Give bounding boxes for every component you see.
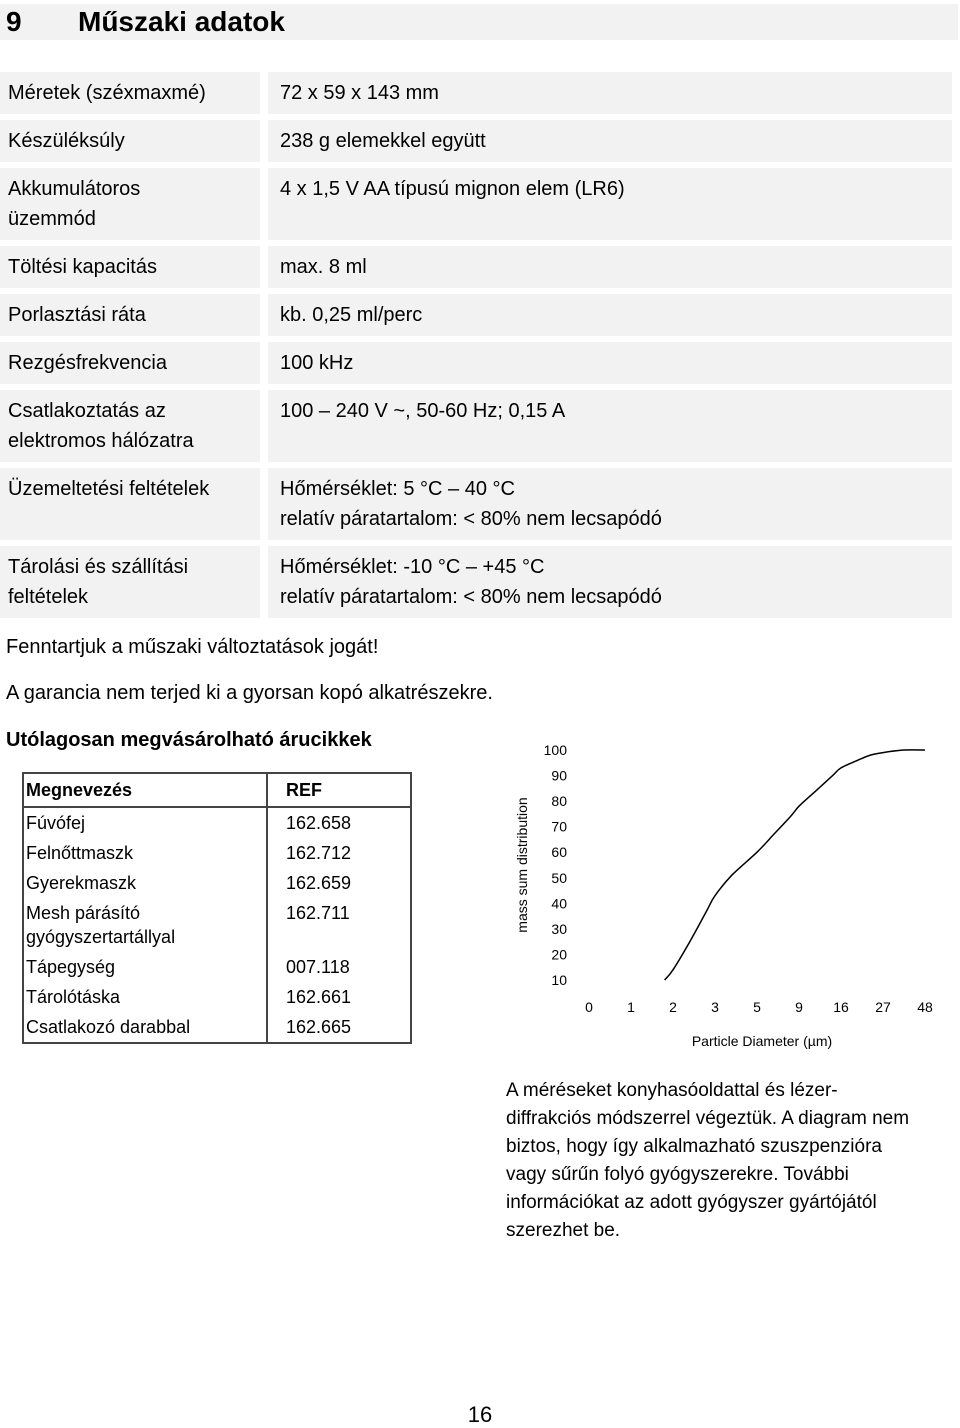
spec-row [0,342,952,384]
x-tick-label: 5 [753,999,761,1015]
accessory-row [23,1012,411,1043]
spec-row [0,294,952,336]
accessory-name [23,898,267,952]
accessory-ref: 162.712 [267,838,411,868]
spec-value-line: Hőmérséklet: -10 °C – +45 °C [280,556,545,578]
accessories-table [22,772,412,1044]
spec-value-line: 238 g elemekkel együtt [280,130,486,152]
spec-label-line: Csatlakoztatás az [8,400,166,422]
spec-row [0,468,952,540]
chart-note-line: információkat az adott gyógyszer gyártójától [506,1192,877,1213]
accessory-ref: 162.661 [267,982,411,1012]
accessory-name-line: Mesh párásító [26,903,141,923]
spec-row [0,546,952,618]
chart-note-line: diffrakciós módszerrel végeztük. A diagram nem [506,1108,910,1129]
accessories-header-row [23,773,411,807]
accessory-ref: 162.711 [267,898,411,952]
y-tick-label: 30 [551,920,567,937]
spec-row [0,390,952,462]
spec-value [268,468,952,540]
y-tick-label: 20 [551,946,567,963]
accessory-name-line: Csatlakozó darabbal [26,1017,191,1037]
spec-row [0,120,952,162]
accessory-name [23,952,267,982]
accessory-ref: 162.659 [267,868,411,898]
accessory-name [23,838,267,868]
spec-label [0,120,260,162]
particle-distribution-chart [505,735,955,1060]
note-reserve: Fenntartjuk a műszaki változtatások jogát! [6,636,379,658]
spec-value-line: 100 – 240 V ~, 50-60 Hz; 0,15 A [280,400,566,422]
accessory-name-line: Tárolótáska [26,987,121,1007]
spec-value [268,342,952,384]
spec-value [268,120,952,162]
spec-value-line: relatív páratartalom: < 80% nem lecsapódó [280,586,662,608]
spec-value [268,168,952,240]
y-tick-label: 10 [551,972,567,988]
spec-label-line: üzemmód [8,208,96,230]
spec-value-line: Hőmérséklet: 5 °C – 40 °C [280,478,515,500]
accessories-header-ref: REF [267,773,411,807]
spec-gap [260,546,268,618]
spec-row [0,72,952,114]
spec-label-line: Méretek (széxmaxmé) [8,82,206,104]
spec-label [0,168,260,240]
y-tick-label: 50 [551,869,567,886]
accessory-name-line: gyógyszertartállyal [26,927,176,947]
accessory-name [23,807,267,838]
spec-label [0,72,260,114]
x-axis-label: Particle Diameter (µm) [691,1033,833,1049]
x-tick-label: 3 [711,999,719,1015]
section-title: Műszaki adatok [78,6,285,37]
spec-gap [260,120,268,162]
accessory-row [23,868,411,898]
spec-label [0,546,260,618]
spec-label-line: Üzemeltetési feltételek [8,478,210,500]
spec-label-line: Porlasztási ráta [8,304,146,326]
spec-gap [260,72,268,114]
x-tick-label: 2 [669,999,677,1015]
spec-gap [260,294,268,336]
spec-label-line: Készüléksúly [8,130,125,152]
page-number: 16 [467,1402,493,1427]
x-tick-label: 27 [875,999,891,1015]
accessory-ref: 162.658 [267,807,411,838]
accessories-header-name: Megnevezés [23,773,267,807]
y-tick-label: 60 [551,844,567,861]
x-tick-label: 48 [917,999,933,1015]
section-number: 9 [6,6,22,37]
section-header [0,4,958,40]
accessory-row [23,838,411,868]
chart-note [506,1077,956,1245]
spec-label-line: Rezgésfrekvencia [8,352,167,374]
spec-value [268,546,952,618]
spec-table [0,66,952,624]
spec-label-line: elektromos hálózatra [8,430,194,452]
spec-value-line: relatív páratartalom: < 80% nem lecsapódó [280,508,662,530]
spec-value [268,390,952,462]
spec-value-line: max. 8 ml [280,256,367,278]
accessory-name-line: Fúvófej [26,813,86,833]
spec-value [268,72,952,114]
spec-gap [260,246,268,288]
x-tick-label: 16 [833,999,849,1015]
y-tick-label: 70 [551,818,567,835]
spec-value-line: 100 kHz [280,352,354,374]
spec-label-line: Akkumulátoros [8,178,141,200]
accessory-row [23,982,411,1012]
y-tick-label: 40 [551,895,567,912]
x-tick-label: 9 [795,999,803,1015]
spec-label [0,468,260,540]
accessories-title: Utólagosan megvásárolható árucikkek [6,729,372,751]
accessory-name [23,1012,267,1043]
accessory-ref: 162.665 [267,1012,411,1043]
accessory-row [23,952,411,982]
accessory-name-line: Tápegység [26,957,116,977]
accessory-name [23,982,267,1012]
x-tick-label: 0 [585,999,593,1015]
accessory-row [23,807,411,838]
spec-label-line: Töltési kapacitás [8,256,157,278]
y-tick-label: 100 [543,742,567,758]
chart-note-line: szerezhet be. [506,1220,621,1241]
y-tick-label: 80 [551,793,567,810]
spec-value-line: 72 x 59 x 143 mm [280,82,439,104]
spec-label [0,294,260,336]
spec-value [268,246,952,288]
accessory-row [23,898,411,952]
accessory-name-line: Felnőttmaszk [26,843,134,863]
spec-value [268,294,952,336]
spec-label [0,390,260,462]
note-warranty: A garancia nem terjed ki a gyorsan kopó alkatrészekre. [6,682,493,704]
chart-note-line: biztos, hogy így alkalmazható szuszpenzióra [506,1136,882,1157]
chart-svg [505,735,955,1060]
spec-gap [260,342,268,384]
spec-gap [260,168,268,240]
accessory-ref: 007.118 [267,952,411,982]
spec-row [0,246,952,288]
spec-row [0,168,952,240]
spec-label-line: feltételek [8,586,89,608]
series-line [665,750,925,980]
spec-label [0,342,260,384]
accessory-name [23,868,267,898]
x-tick-label: 1 [627,999,635,1015]
spec-gap [260,390,268,462]
spec-label-line: Tárolási és szállítási [8,556,189,578]
spec-label [0,246,260,288]
y-axis-label: mass sum distribution [514,797,530,933]
chart-note-line: A méréseket konyhasóoldattal és lézer- [506,1080,838,1101]
accessory-name-line: Gyerekmaszk [26,873,137,893]
spec-value-line: kb. 0,25 ml/perc [280,304,423,326]
spec-value-line: 4 x 1,5 V AA típusú mignon elem (LR6) [280,178,625,200]
chart-note-line: vagy sűrűn folyó gyógyszerekre. További [506,1164,849,1185]
y-tick-label: 90 [551,767,567,784]
spec-gap [260,468,268,540]
